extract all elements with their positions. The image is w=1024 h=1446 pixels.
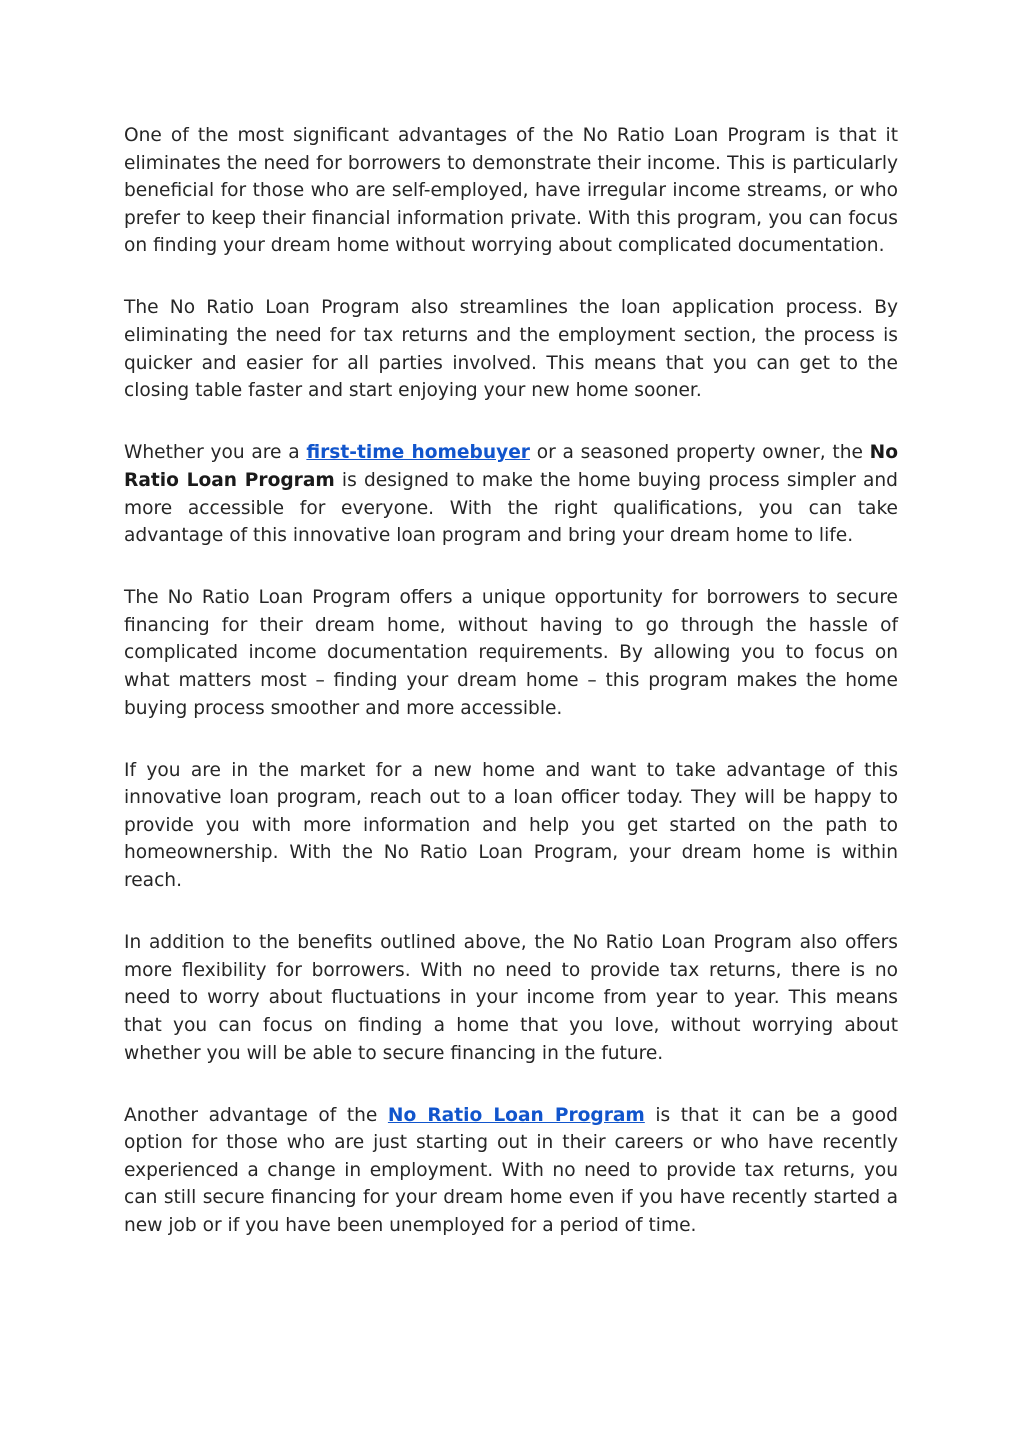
paragraph-5: If you are in the market for a new home and want to take advantage of this innovative loan program, reach out to a loan officer today. They will be happy to provide you with more information and help you get started on the path to homeownership. With the No Ratio Loan Program, your dream home is within reach. [124,759,898,892]
program-name-bold: No Ratio Loan Program [124,442,898,491]
paragraph-2: The No Ratio Loan Program also streamlines the loan application process. By eliminating the need for tax returns and the employment section, the process is quicker and easier for all parties involved. This means that you can get to the closing table faster and start enjoying your new home sooner. [124,297,898,402]
paragraph-7 [124,1102,898,1240]
paragraph-3-text-start: Whether you are a [124,442,307,464]
paragraph-1: One of the most significant advantages of the No Ratio Loan Program is that it eliminates the need for borrowers to demonstrate their income. This is particularly beneficial for those who are self-employed, have irregular income streams, or who prefer to keep their financial information private. With this program, you can focus on finding your dream home without worrying about complicated documentation. [124,125,898,257]
paragraph-7-text-start: Another advantage of the [124,1104,388,1126]
paragraph-7-text-end: is that it can be a good option for those who are just starting out in their careers or who have recently experienced a change in employment. With no need to provide tax returns, you can still secure financing for your dream home even if you have recently started a new job or if you have been unemployed for a period of time. [124,1104,898,1236]
first-time-homebuyer-link[interactable]: first-time homebuyer [306,442,530,464]
paragraph-3-text-middle: or a seasoned property owner, the [529,442,870,464]
no-ratio-loan-program-link[interactable]: No Ratio Loan Program [387,1104,645,1126]
paragraph-6: In addition to the benefits outlined above, the No Ratio Loan Program also offers more flexibility for borrowers. With no need to provide tax returns, there is no need to worry about fluctuations in your income from year to year. This means that you can focus on finding a home that you love, without worrying about whether you will be able to secure financing in the future. [124,932,898,1064]
paragraph-3 [124,439,898,549]
paragraph-3-text-end: is designed to make the home buying process simpler and more accessible for everyone. With the right qualifications, you can take advantage of this innovative loan program and bring your dream home to life. [124,469,898,547]
paragraph-4: The No Ratio Loan Program offers a unique opportunity for borrowers to secure financing for their dream home, without having to go through the hassle of complicated income documentation requirements. By allowing you to focus on what matters most – finding your dream home – this program makes the home buying process smoother and more accessible. [124,587,898,719]
document-body [124,122,898,1274]
